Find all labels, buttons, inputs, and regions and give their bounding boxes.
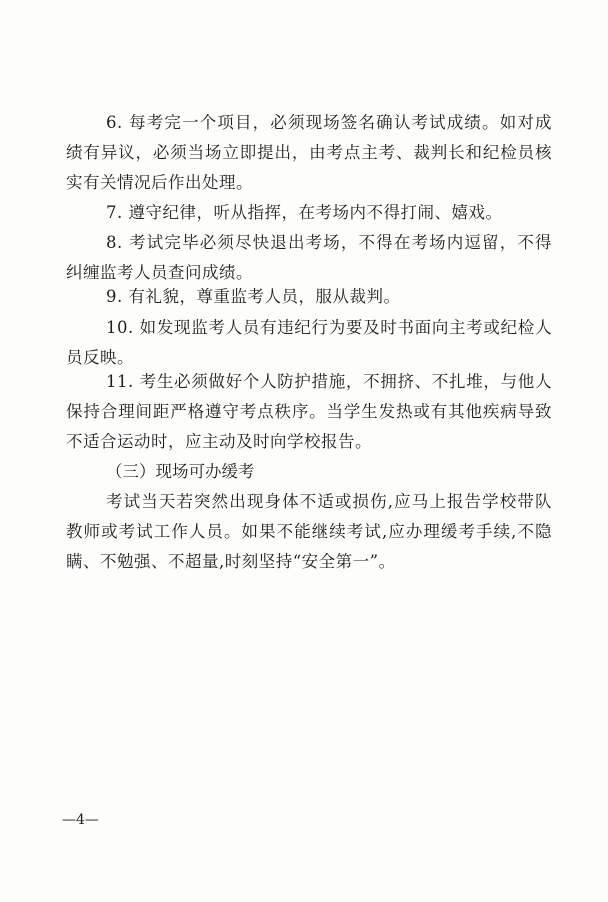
rule-item-6 xyxy=(66,108,552,198)
text-line: 11. 考生必须做好个人防护措施，不拥挤、不扎堆，与他人 xyxy=(106,372,552,391)
text-line: 实有关情况后作出处理。 xyxy=(66,173,253,192)
section-heading: （三）现场可办缓考 xyxy=(106,462,255,481)
text-line: 教师或考试工作人员。如果不能继续考试,应办理缓考手续,不隐 xyxy=(66,522,552,541)
rule-item-10 xyxy=(66,313,552,373)
rule-item-11 xyxy=(66,367,552,457)
rule-item-7 xyxy=(66,198,552,228)
text-line: 考试当天若突然出现身体不适或损伤,应马上报告学校带队 xyxy=(106,492,552,511)
section-body xyxy=(66,487,552,577)
text-line: 不适合运动时，应主动及时向学校报告。 xyxy=(66,432,372,451)
text-line: 9. 有礼貌，尊重监考人员，服从裁判。 xyxy=(106,287,401,306)
text-line: 7. 遵守纪律，听从指挥，在考场内不得打闹、嬉戏。 xyxy=(106,203,503,222)
text-line: 8. 考试完毕必须尽快退出考场，不得在考场内逗留，不得 xyxy=(106,233,552,252)
text-line: 6. 每考完一个项目，必须现场签名确认考试成绩。如对成 xyxy=(106,113,552,132)
text-line: 绩有异议，必须当场立即提出，由考点主考、裁判长和纪检员核 xyxy=(66,143,552,162)
rule-item-9 xyxy=(66,282,552,312)
rule-item-8 xyxy=(66,228,552,288)
text-line: 瞒、不勉强、不超量,时刻坚持“安全第一”。 xyxy=(66,552,396,571)
text-line: 纠缠监考人员查问成绩。 xyxy=(66,263,253,282)
page-number: —4— xyxy=(62,812,99,828)
text-line: 10. 如发现监考人员有违纪行为要及时书面向主考或纪检人 xyxy=(106,318,552,337)
text-line: 保持合理间距严格遵守考点秩序。当学生发热或有其他疾病导致 xyxy=(66,402,552,421)
text-line: 员反映。 xyxy=(66,348,134,367)
